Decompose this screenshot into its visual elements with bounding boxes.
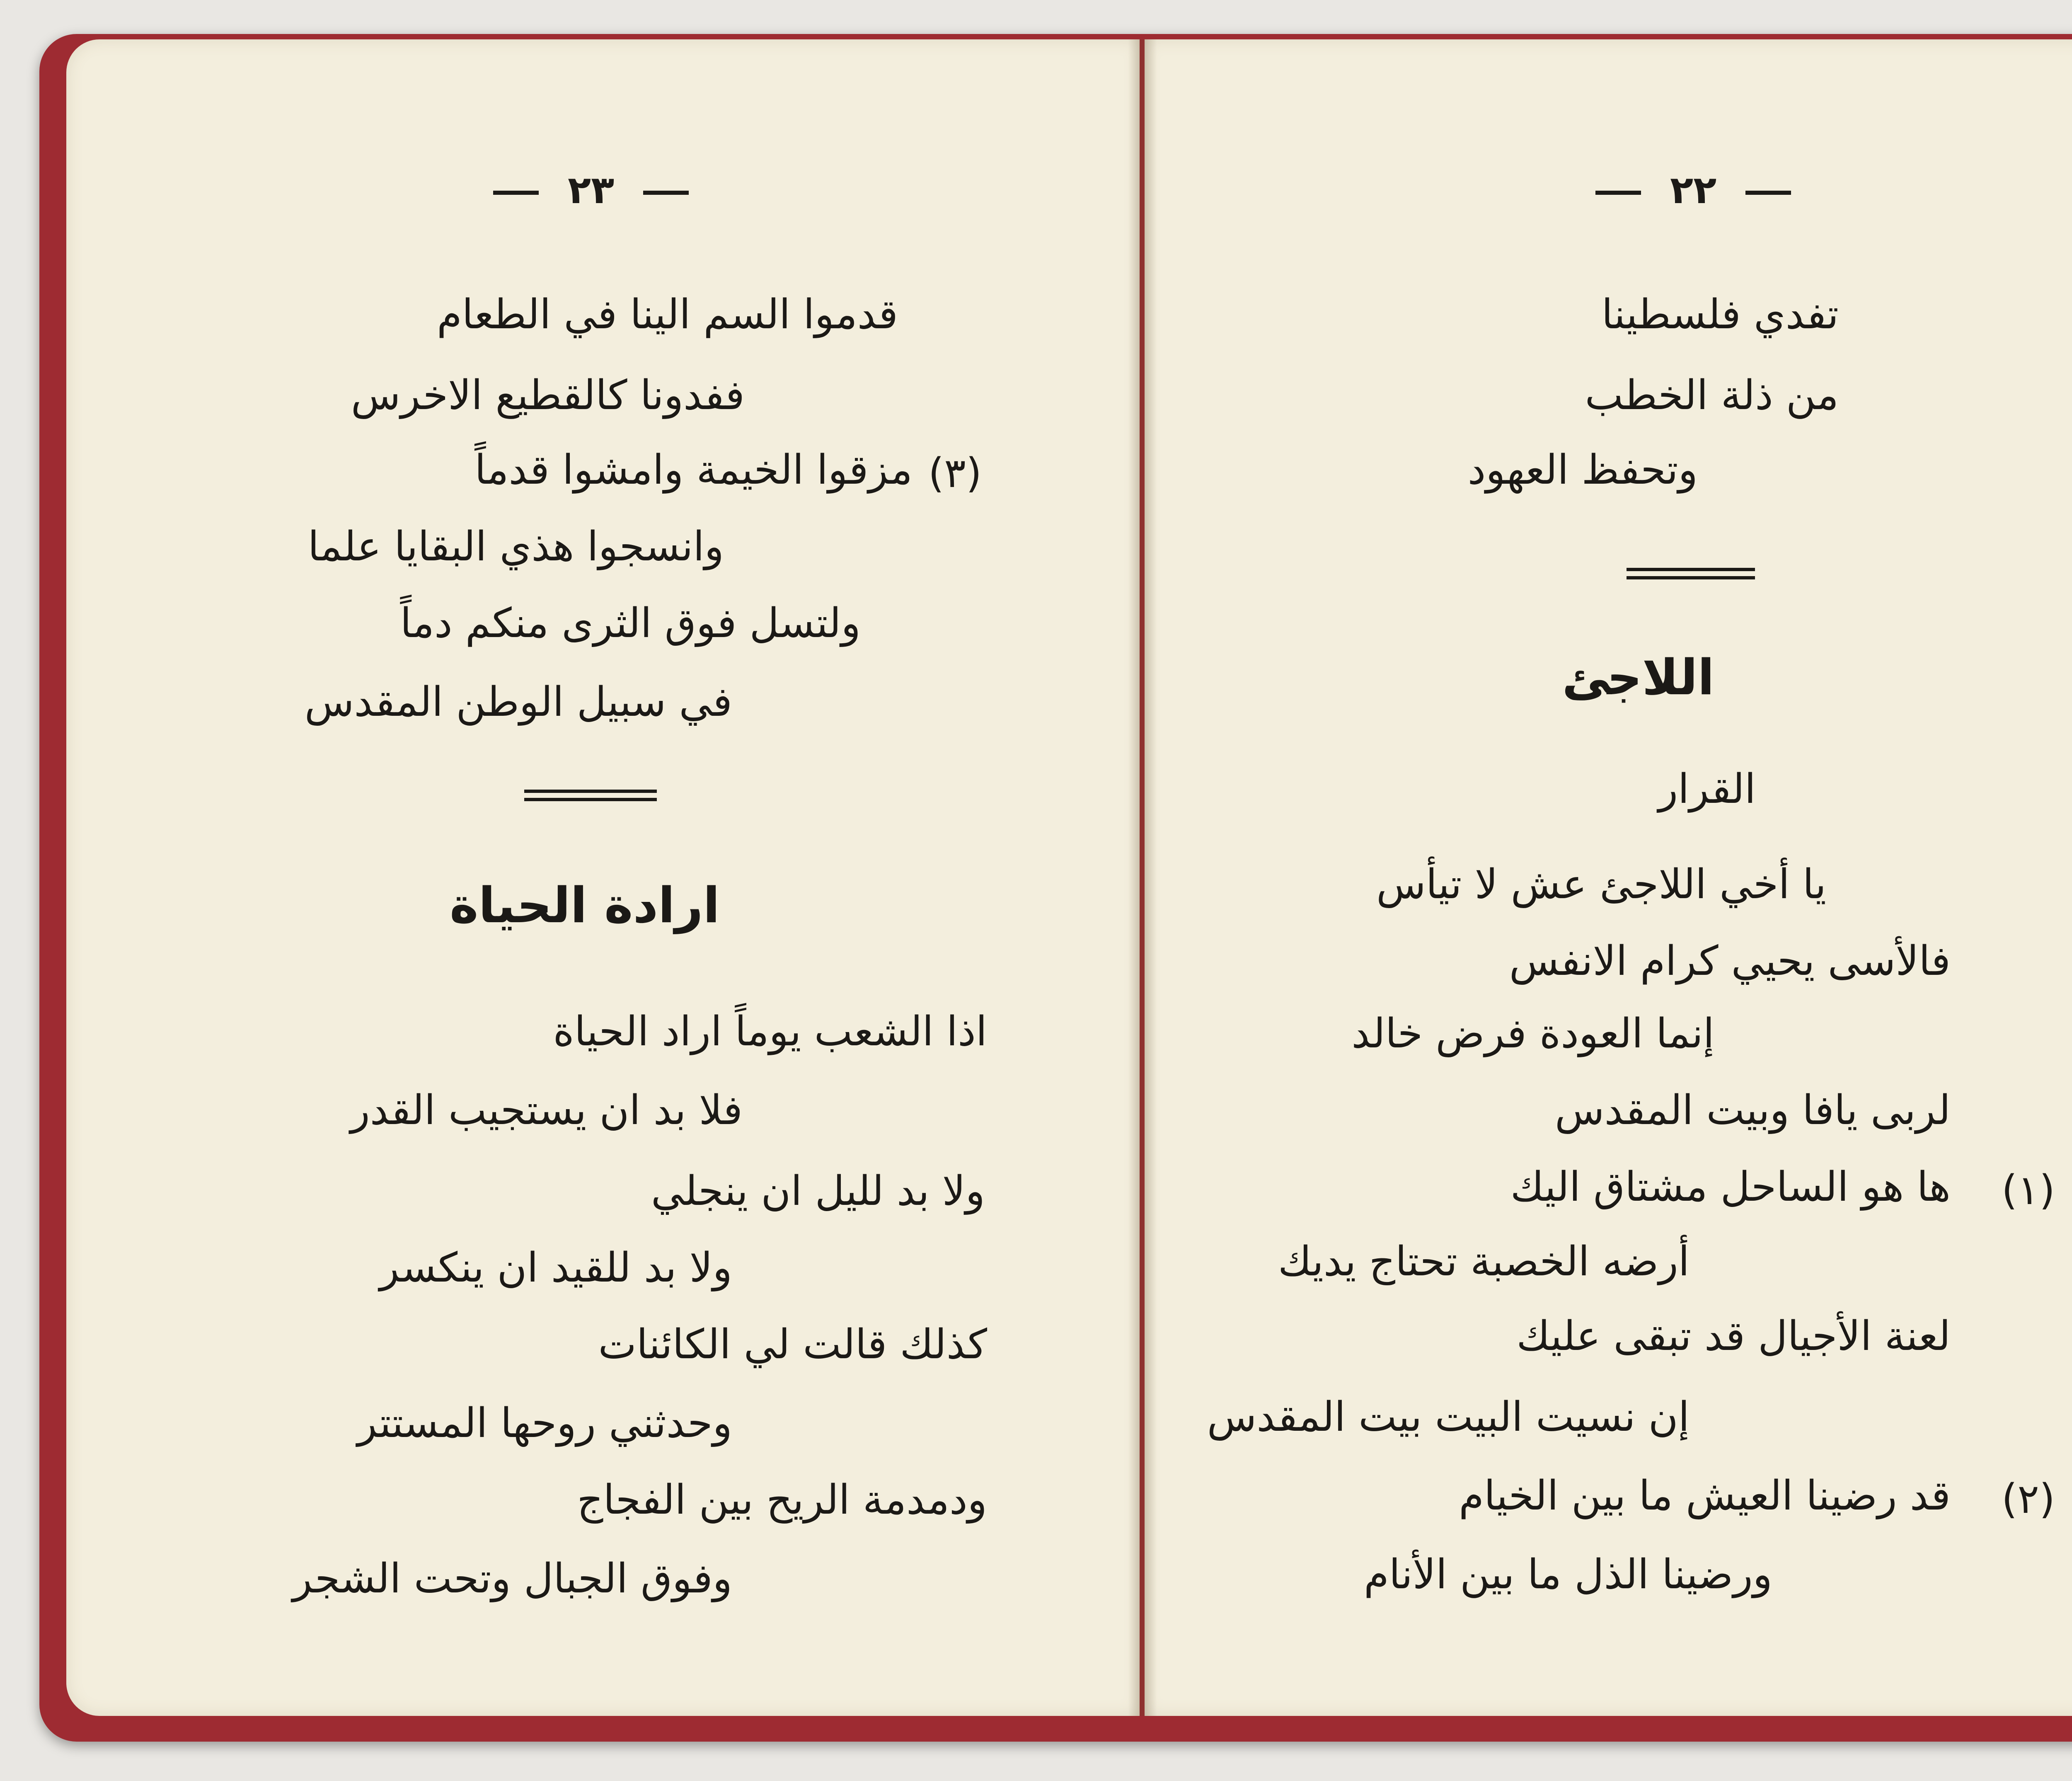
page-number-dash	[643, 191, 689, 195]
section-divider	[1627, 568, 1755, 579]
left-verse-line: وحدثني روحها المستتر	[357, 1400, 732, 1447]
right-verse-line: إن نسيت البيت بيت المقدس	[1207, 1393, 1690, 1441]
poem-subtitle: القرار	[1658, 766, 1756, 813]
page-number-text: ٢٢	[1670, 168, 1717, 212]
page-number-dash	[1595, 191, 1641, 195]
right-verse-line: من ذلة الخطب	[1585, 372, 1839, 419]
right-verse-line: ها هو الساحل مشتاق اليك	[1510, 1163, 1951, 1211]
left-verse-line: وفوق الجبال وتحت الشجر	[292, 1555, 732, 1602]
right-verse-line: إنما العودة فرض خالد	[1351, 1010, 1714, 1057]
left-verse-line: فلا بد ان يستجيب القدر	[350, 1087, 743, 1134]
right-verse-line: قد رضينا العيش ما بين الخيام	[1459, 1472, 1951, 1519]
left-verse-line: كذلك قالت لي الكائنات	[598, 1321, 987, 1368]
stanza-marker-2: (٢)	[2002, 1476, 2055, 1523]
right-page-number	[1566, 168, 1820, 212]
right-verse-line: لربى يافا وبيت المقدس	[1555, 1087, 1951, 1134]
poem-title: اللاجئ	[1562, 649, 1714, 706]
left-verse-line: في سبيل الوطن المقدس	[304, 678, 732, 726]
right-verse-line: لعنة الأجيال قد تبقى عليك	[1516, 1313, 1951, 1360]
right-verse-line: وتحفظ العهود	[1467, 446, 1698, 494]
left-verse-line: ولتسل فوق الثرى منكم دماً	[400, 600, 861, 647]
right-verse-line: أرضه الخصبة تحتاج يديك	[1278, 1238, 1690, 1285]
section-divider	[524, 790, 657, 801]
left-page-number	[464, 168, 718, 212]
left-verse-line: وانسجوا هذي البقايا علما	[307, 523, 724, 570]
stanza-marker-3: (٣)	[928, 450, 982, 497]
page-number-text: ٢٣	[568, 168, 615, 212]
left-verse-line: ولا بد لليل ان ينجلي	[651, 1168, 985, 1215]
left-verse-line: قدموا السم الينا في الطعام	[437, 291, 898, 338]
right-verse-line: يا أخي اللاجئ عش لا تيأس	[1376, 861, 1826, 908]
page-number-dash	[1745, 191, 1791, 195]
left-verse-line: مزقوا الخيمة وامشوا قدماً	[474, 446, 913, 494]
page-number-dash	[493, 191, 539, 195]
stanza-marker-1: (١)	[2002, 1167, 2055, 1214]
right-verse-line: تفدي فلسطينا	[1601, 291, 1839, 338]
right-verse-line: ورضينا الذل ما بين الأنام	[1364, 1551, 1772, 1598]
poem-title: ارادة الحياة	[449, 877, 720, 934]
book-gutter	[1128, 39, 1157, 1716]
right-verse-line: فالأسى يحيي كرام الانفس	[1509, 938, 1951, 985]
left-verse-line: ودمدمة الريح بين الفجاج	[577, 1476, 987, 1524]
left-verse-line: ففدونا كالقطيع الاخرس	[351, 372, 745, 419]
left-verse-line: اذا الشعب يوماً اراد الحياة	[553, 1008, 987, 1055]
left-verse-line: ولا بد للقيد ان ينكسر	[379, 1244, 732, 1292]
